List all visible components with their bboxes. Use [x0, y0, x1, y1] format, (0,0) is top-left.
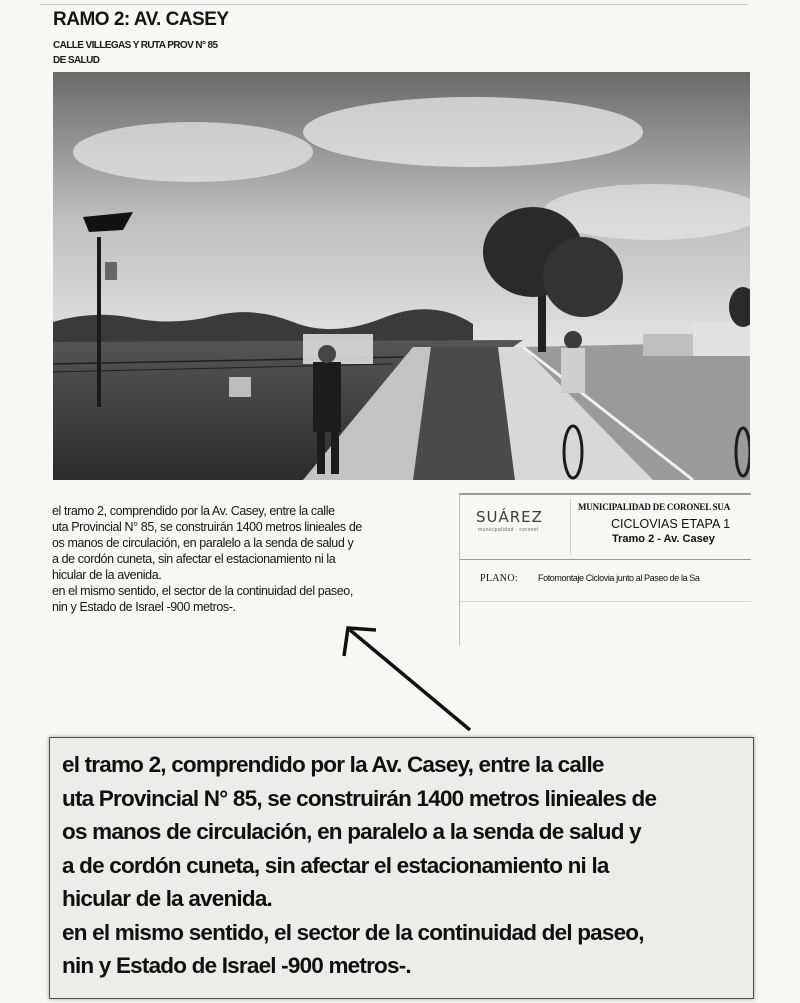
- description-line: os manos de circulación, en paralelo a la senda de salud y: [52, 536, 354, 550]
- description-line: a de cordón cuneta, sin afectar el estacionamiento ni la: [52, 552, 336, 566]
- zoomed-paragraph: [62, 748, 656, 983]
- top-rule: [40, 4, 748, 5]
- pointer-arrow-icon: [330, 618, 480, 738]
- suarez-logo: SUÁREZ: [476, 508, 543, 526]
- description-paragraph: [52, 503, 452, 615]
- description-line: en el mismo sentido, el sector de la continuidad del paseo,: [52, 584, 353, 598]
- title-block-divider: [570, 499, 571, 555]
- logo-tagline: municipalidad · coronel: [478, 527, 539, 533]
- zoomed-text-callout: [49, 737, 754, 999]
- plano-label: PLANO:: [480, 573, 518, 584]
- project-name: CICLOVIAS ETAPA 1: [611, 517, 731, 531]
- zoomed-line: os manos de circulación, en paralelo a la senda de salud y: [62, 819, 641, 844]
- section-title: RAMO 2: AV. CASEY: [53, 9, 229, 30]
- title-block-separator: [460, 601, 751, 602]
- section-subtitle: [53, 38, 217, 68]
- zoomed-line: en el mismo sentido, el sector de la continuidad del paseo,: [62, 919, 644, 945]
- plan-title-block: [459, 493, 751, 645]
- photomontage-image: [53, 72, 750, 480]
- plano-value: Fotomontaje Ciclovia junto al Paseo de la Sa: [538, 573, 700, 583]
- title-block-header: [460, 495, 751, 560]
- description-line: nin y Estado de Israel -900 metros-.: [52, 600, 236, 614]
- zoomed-line: uta Provincial N° 85, se construirán 1400 metros linieales de: [62, 785, 657, 811]
- tramo-name: Tramo 2 - Av. Casey: [612, 533, 715, 545]
- description-line: hicular de la avenida.: [52, 568, 162, 582]
- zoomed-line: a de cordón cuneta, sin afectar el estacionamiento ni la: [62, 852, 609, 878]
- description-line: el tramo 2, comprendido por la Av. Casey, entre la calle: [52, 504, 335, 518]
- subtitle-line-1: CALLE VILLEGAS Y RUTA PROV N° 85: [53, 40, 218, 51]
- subtitle-line-2: DE SALUD: [53, 55, 100, 66]
- zoomed-line: nin y Estado de Israel -900 metros-.: [62, 953, 411, 978]
- zoomed-line: hicular de la avenida.: [62, 886, 272, 911]
- description-line: uta Provincial N° 85, se construirán 1400 metros linieales de: [52, 520, 362, 534]
- zoomed-line: el tramo 2, comprendido por la Av. Casey, entre la calle: [62, 752, 604, 777]
- municipality-name: MUNICIPALIDAD DE CORONEL SUA: [578, 502, 730, 512]
